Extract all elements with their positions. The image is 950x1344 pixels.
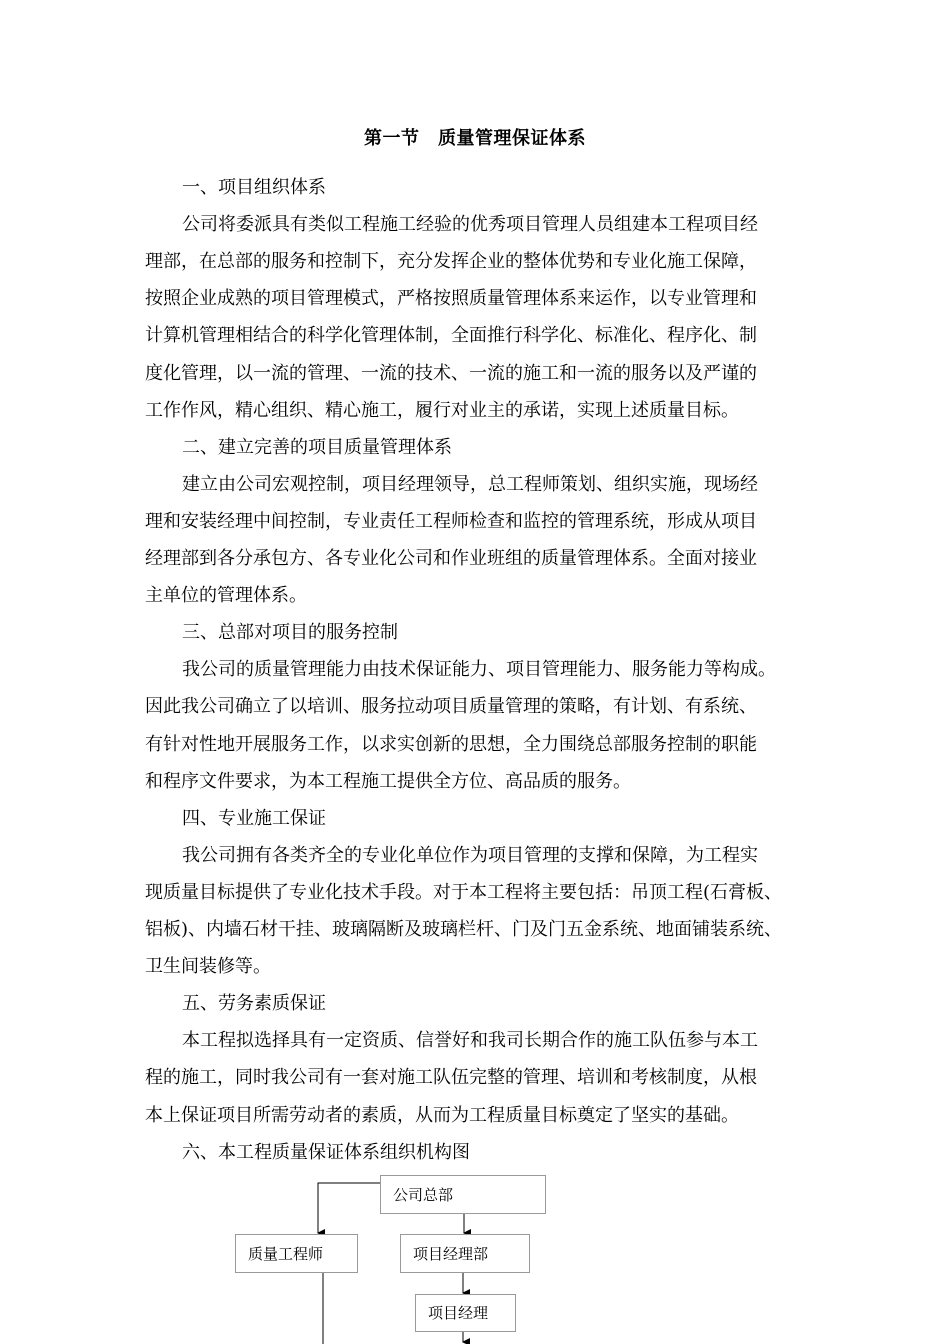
paragraph-line: 本工程拟选择具有一定资质、信誉好和我司长期合作的施工队伍参与本工 bbox=[182, 1030, 758, 1052]
section-heading: 五、劳务素质保证 bbox=[182, 993, 326, 1015]
org-box-project-dept bbox=[400, 1234, 530, 1273]
section-heading: 三、总部对项目的服务控制 bbox=[182, 622, 398, 644]
org-label-company-hq: 公司总部 bbox=[393, 1185, 454, 1204]
org-label-project-manager: 项目经理 bbox=[428, 1304, 489, 1322]
page-title: 第一节 质量管理保证体系 bbox=[364, 128, 586, 149]
paragraph-line: 和程序文件要求，为本工程施工提供全方位、高品质的服务。 bbox=[145, 770, 631, 792]
paragraph-line: 主单位的管理体系。 bbox=[145, 585, 307, 607]
paragraph-line: 本上保证项目所需劳动者的素质，从而为工程质量目标奠定了坚实的基础。 bbox=[145, 1104, 739, 1126]
paragraph-line: 度化管理，以一流的管理、一流的技术、一流的施工和一流的服务以及严谨的 bbox=[145, 362, 757, 384]
paragraph-line: 铝板)、内墙石材干挂、玻璃隔断及玻璃栏杆、门及门五金系统、地面铺装系统、 bbox=[145, 919, 783, 940]
paragraph-line: 经理部到各分承包方、各专业化公司和作业班组的质量管理体系。全面对接业 bbox=[145, 548, 757, 569]
paragraph-line: 按照企业成熟的项目管理模式，严格按照质量管理体系来运作，以专业管理和 bbox=[145, 288, 757, 310]
org-label-quality-engineer: 质量工程师 bbox=[248, 1244, 324, 1263]
org-box-quality-engineer bbox=[235, 1234, 358, 1273]
paragraph-line: 公司将委派具有类似工程施工经验的优秀项目管理人员组建本工程项目经 bbox=[182, 214, 758, 236]
paragraph-line: 理和安装经理中间控制，专业责任工程师检查和监控的管理系统，形成从项目 bbox=[145, 510, 757, 532]
section-heading: 二、建立完善的项目质量管理体系 bbox=[182, 436, 452, 458]
paragraph-line: 我公司拥有各类齐全的专业化单位作为项目管理的支撑和保障，为工程实 bbox=[182, 844, 758, 866]
paragraph-line: 理部，在总部的服务和控制下，充分发挥企业的整体优势和专业化施工保障， bbox=[145, 251, 757, 273]
section-heading: 六、本工程质量保证体系组织机构图 bbox=[182, 1141, 470, 1163]
org-box-project-manager bbox=[415, 1294, 516, 1332]
paragraph-line: 因此我公司确立了以培训、服务拉动项目质量管理的策略，有计划、有系统、 bbox=[145, 696, 757, 718]
paragraph-line: 我公司的质量管理能力由技术保证能力、项目管理能力、服务能力等构成。 bbox=[182, 659, 776, 681]
org-box-company-hq bbox=[380, 1175, 546, 1214]
paragraph-line: 工作作风，精心组织、精心施工，履行对业主的承诺，实现上述质量目标。 bbox=[145, 399, 739, 421]
paragraph-line: 程的施工，同时我公司有一套对施工队伍完整的管理、培训和考核制度，从根 bbox=[145, 1067, 757, 1089]
paragraph-line: 现质量目标提供了专业化技术手段。对于本工程将主要包括：吊顶工程(石膏板、 bbox=[145, 881, 783, 903]
paragraph-line: 计算机管理相结合的科学化管理体制，全面推行科学化、标准化、程序化、制 bbox=[145, 325, 757, 347]
paragraph-line: 建立由公司宏观控制，项目经理领导，总工程师策划、组织实施，现场经 bbox=[182, 473, 758, 495]
paragraph-line: 有针对性地开展服务工作，以求实创新的思想，全力围绕总部服务控制的职能 bbox=[145, 733, 757, 755]
section-heading: 四、专业施工保证 bbox=[182, 807, 326, 829]
section-heading: 一、项目组织体系 bbox=[182, 177, 326, 198]
org-label-project-dept: 项目经理部 bbox=[413, 1244, 489, 1263]
connector-hq-to-quality bbox=[318, 1183, 380, 1233]
paragraph-line: 卫生间装修等。 bbox=[145, 956, 271, 978]
